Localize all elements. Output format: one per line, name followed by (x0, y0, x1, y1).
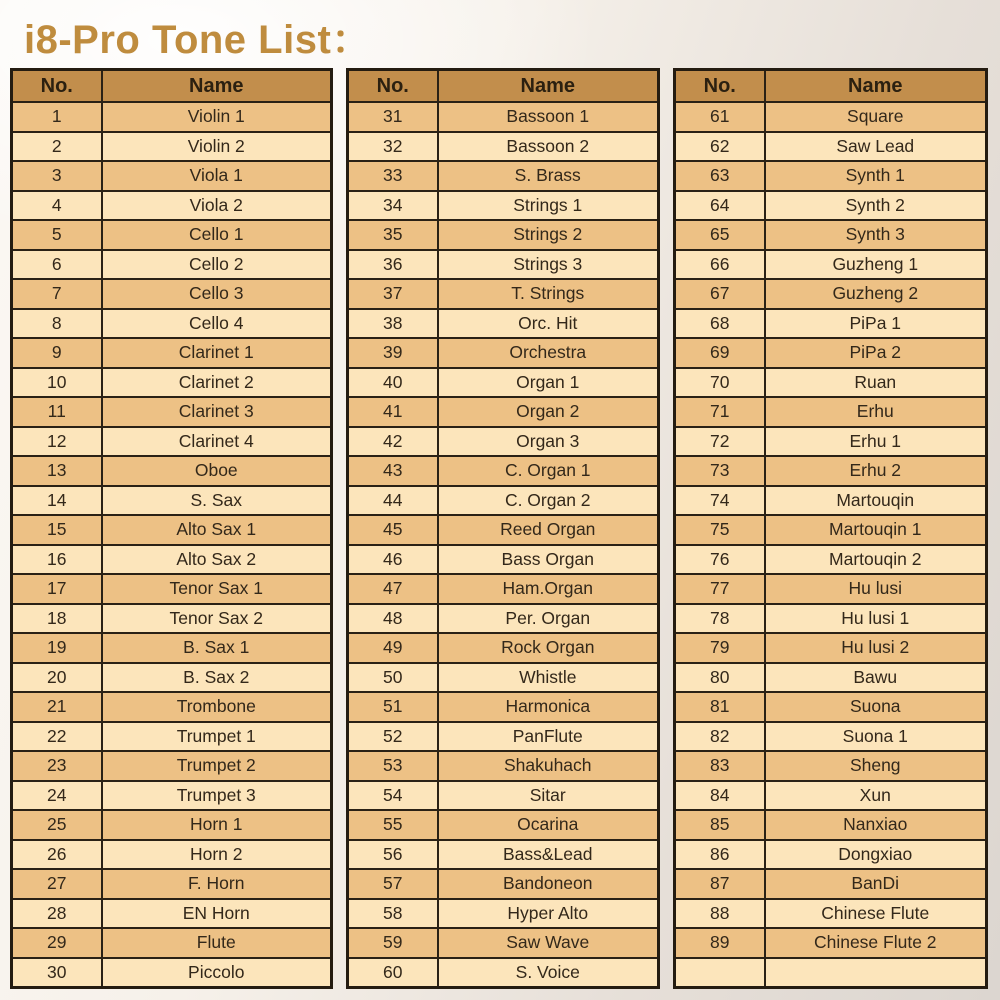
tone-name-cell: Clarinet 3 (102, 397, 332, 427)
table-row (348, 810, 659, 840)
tone-number-cell: 47 (348, 574, 438, 604)
table-row (348, 250, 659, 280)
table-row (675, 427, 987, 457)
tone-number-cell: 32 (348, 132, 438, 162)
tone-name-cell: Clarinet 1 (102, 338, 332, 368)
tone-name-cell: Martouqin 2 (765, 545, 987, 575)
tone-name-cell: Trombone (102, 692, 332, 722)
tone-number-cell: 52 (348, 722, 438, 752)
tone-number-cell: 17 (12, 574, 102, 604)
tone-number-cell: 73 (675, 456, 765, 486)
tone-name-cell: Hu lusi (765, 574, 987, 604)
table-row (348, 397, 659, 427)
tone-name-cell: Trumpet 3 (102, 781, 332, 811)
tone-number-cell: 26 (12, 840, 102, 870)
tone-name-cell: Violin 1 (102, 102, 332, 132)
table-row (348, 279, 659, 309)
tone-name-cell: Bawu (765, 663, 987, 693)
tone-name-cell: Hu lusi 2 (765, 633, 987, 663)
tone-number-cell: 42 (348, 427, 438, 457)
table-row (675, 840, 987, 870)
tone-number-cell: 34 (348, 191, 438, 221)
tone-name-cell: Nanxiao (765, 810, 987, 840)
table-row (12, 486, 332, 516)
tone-number-cell: 14 (12, 486, 102, 516)
tone-number-cell: 67 (675, 279, 765, 309)
table-row (12, 722, 332, 752)
tone-name-cell: Cello 1 (102, 220, 332, 250)
tone-number-cell: 44 (348, 486, 438, 516)
table-row (675, 132, 987, 162)
tone-name-cell: Horn 2 (102, 840, 332, 870)
tone-number-cell: 40 (348, 368, 438, 398)
tone-name-cell: Cello 4 (102, 309, 332, 339)
tone-name-cell: B. Sax 1 (102, 633, 332, 663)
tone-name-cell: Xun (765, 781, 987, 811)
header-row (12, 70, 332, 103)
table-row (12, 279, 332, 309)
tone-name-cell: Rock Organ (438, 633, 659, 663)
table-row (675, 928, 987, 958)
tone-number-cell: 22 (12, 722, 102, 752)
table-row (675, 515, 987, 545)
tone-name-cell (765, 958, 987, 988)
tone-number-cell: 86 (675, 840, 765, 870)
tone-name-cell: Strings 1 (438, 191, 659, 221)
tone-number-cell: 37 (348, 279, 438, 309)
table-row (675, 456, 987, 486)
tone-number-cell: 68 (675, 309, 765, 339)
tone-number-cell: 84 (675, 781, 765, 811)
tone-name-cell: Bass Organ (438, 545, 659, 575)
tone-name-cell: Hyper Alto (438, 899, 659, 929)
table-row (12, 840, 332, 870)
table-row (675, 663, 987, 693)
column-header-name: Name (102, 70, 332, 103)
table-row (348, 781, 659, 811)
table-row (348, 899, 659, 929)
table-row (348, 515, 659, 545)
table-row (348, 368, 659, 398)
tone-number-cell: 75 (675, 515, 765, 545)
tone-name-cell: Organ 1 (438, 368, 659, 398)
tone-table-3 (673, 68, 988, 989)
tone-name-cell: Bassoon 1 (438, 102, 659, 132)
tone-name-cell: Orchestra (438, 338, 659, 368)
tone-name-cell: Erhu 1 (765, 427, 987, 457)
table-row (348, 692, 659, 722)
tone-number-cell: 71 (675, 397, 765, 427)
tone-name-cell: Flute (102, 928, 332, 958)
tone-name-cell: Saw Wave (438, 928, 659, 958)
column-header-no: No. (348, 70, 438, 103)
tone-name-cell: Alto Sax 1 (102, 515, 332, 545)
tone-number-cell: 13 (12, 456, 102, 486)
table-row (675, 633, 987, 663)
table-row (348, 309, 659, 339)
table-row (348, 338, 659, 368)
tone-name-cell: Sitar (438, 781, 659, 811)
tone-number-cell: 62 (675, 132, 765, 162)
tone-number-cell: 28 (12, 899, 102, 929)
tone-number-cell: 4 (12, 191, 102, 221)
tone-name-cell: Cello 2 (102, 250, 332, 280)
table-row (12, 663, 332, 693)
table-row (675, 338, 987, 368)
tone-name-cell: Hu lusi 1 (765, 604, 987, 634)
tone-number-cell: 85 (675, 810, 765, 840)
tone-name-cell: Ruan (765, 368, 987, 398)
table-row (12, 545, 332, 575)
tone-name-cell: Oboe (102, 456, 332, 486)
table-row (675, 545, 987, 575)
tone-number-cell: 74 (675, 486, 765, 516)
table-row (12, 928, 332, 958)
tone-name-cell: Ham.Organ (438, 574, 659, 604)
tone-number-cell: 65 (675, 220, 765, 250)
table-row (675, 250, 987, 280)
tone-name-cell: F. Horn (102, 869, 332, 899)
table-row (675, 368, 987, 398)
table-row (348, 928, 659, 958)
table-row (675, 751, 987, 781)
tone-name-cell: Reed Organ (438, 515, 659, 545)
tone-name-cell: Tenor Sax 1 (102, 574, 332, 604)
tone-number-cell: 2 (12, 132, 102, 162)
table-row (675, 899, 987, 929)
tone-number-cell: 79 (675, 633, 765, 663)
tone-name-cell: EN Horn (102, 899, 332, 929)
tone-number-cell: 29 (12, 928, 102, 958)
column-header-no: No. (12, 70, 102, 103)
tone-name-cell: Synth 1 (765, 161, 987, 191)
table-row (675, 279, 987, 309)
tone-name-cell: T. Strings (438, 279, 659, 309)
tone-number-cell: 10 (12, 368, 102, 398)
tone-number-cell: 39 (348, 338, 438, 368)
tone-name-cell: S. Voice (438, 958, 659, 988)
table-row (12, 810, 332, 840)
tone-number-cell: 59 (348, 928, 438, 958)
table-row (12, 338, 332, 368)
tone-number-cell: 46 (348, 545, 438, 575)
table-row (12, 427, 332, 457)
tone-number-cell: 88 (675, 899, 765, 929)
tone-number-cell: 38 (348, 309, 438, 339)
table-row (675, 220, 987, 250)
table-row (12, 869, 332, 899)
table-row (12, 456, 332, 486)
tone-number-cell: 12 (12, 427, 102, 457)
tone-name-cell: Bass&Lead (438, 840, 659, 870)
tone-number-cell: 70 (675, 368, 765, 398)
tone-number-cell: 66 (675, 250, 765, 280)
tone-name-cell: PanFlute (438, 722, 659, 752)
table-row (675, 958, 987, 988)
tone-number-cell: 64 (675, 191, 765, 221)
tone-name-cell: Piccolo (102, 958, 332, 988)
tone-number-cell: 35 (348, 220, 438, 250)
tone-number-cell: 9 (12, 338, 102, 368)
table-row (12, 692, 332, 722)
table-row (348, 427, 659, 457)
table-row (12, 515, 332, 545)
table-row (348, 161, 659, 191)
tone-number-cell: 76 (675, 545, 765, 575)
tone-name-cell: Chinese Flute (765, 899, 987, 929)
table-row (348, 633, 659, 663)
tone-number-cell: 19 (12, 633, 102, 663)
table-row (348, 869, 659, 899)
tone-number-cell: 33 (348, 161, 438, 191)
table-row (675, 397, 987, 427)
column-header-name: Name (438, 70, 659, 103)
tone-name-cell: Ocarina (438, 810, 659, 840)
table-row (12, 899, 332, 929)
header-row (348, 70, 659, 103)
tone-number-cell: 1 (12, 102, 102, 132)
tone-name-cell: Strings 2 (438, 220, 659, 250)
table-row (348, 722, 659, 752)
tone-number-cell: 8 (12, 309, 102, 339)
tone-name-cell: Organ 2 (438, 397, 659, 427)
tone-number-cell: 3 (12, 161, 102, 191)
table-row (12, 368, 332, 398)
table-row (12, 191, 332, 221)
table-row (348, 840, 659, 870)
table-row (675, 781, 987, 811)
tone-number-cell: 49 (348, 633, 438, 663)
tone-number-cell: 24 (12, 781, 102, 811)
table-row (675, 309, 987, 339)
tone-number-cell: 58 (348, 899, 438, 929)
tone-name-cell: Strings 3 (438, 250, 659, 280)
tone-number-cell: 77 (675, 574, 765, 604)
table-row (348, 220, 659, 250)
tone-number-cell: 60 (348, 958, 438, 988)
table-row (12, 781, 332, 811)
tone-name-cell: Guzheng 2 (765, 279, 987, 309)
table-row (12, 397, 332, 427)
table-row (348, 574, 659, 604)
tone-name-cell: C. Organ 1 (438, 456, 659, 486)
table-row (12, 132, 332, 162)
table-row (348, 545, 659, 575)
tone-number-cell: 72 (675, 427, 765, 457)
table-row (348, 191, 659, 221)
table-row (675, 604, 987, 634)
table-row (12, 633, 332, 663)
tone-number-cell: 18 (12, 604, 102, 634)
tone-name-cell: Horn 1 (102, 810, 332, 840)
table-row (675, 191, 987, 221)
tone-number-cell: 69 (675, 338, 765, 368)
tone-number-cell: 25 (12, 810, 102, 840)
tone-name-cell: S. Brass (438, 161, 659, 191)
tone-number-cell: 6 (12, 250, 102, 280)
tone-tables-container (10, 68, 988, 989)
table-row (348, 132, 659, 162)
tone-number-cell: 23 (12, 751, 102, 781)
tone-number-cell: 61 (675, 102, 765, 132)
table-row (348, 604, 659, 634)
tone-number-cell: 7 (12, 279, 102, 309)
tone-number-cell: 15 (12, 515, 102, 545)
table-row (675, 102, 987, 132)
tone-name-cell: Viola 1 (102, 161, 332, 191)
tone-name-cell: BanDi (765, 869, 987, 899)
tone-number-cell: 83 (675, 751, 765, 781)
tone-name-cell: Per. Organ (438, 604, 659, 634)
tone-name-cell: Suona 1 (765, 722, 987, 752)
tone-name-cell: S. Sax (102, 486, 332, 516)
tone-number-cell: 16 (12, 545, 102, 575)
tone-name-cell: Square (765, 102, 987, 132)
table-row (12, 604, 332, 634)
tone-name-cell: Sheng (765, 751, 987, 781)
table-row (675, 692, 987, 722)
tone-number-cell: 31 (348, 102, 438, 132)
table-row (348, 456, 659, 486)
tone-number-cell: 89 (675, 928, 765, 958)
tone-name-cell: Clarinet 4 (102, 427, 332, 457)
tone-number-cell (675, 958, 765, 988)
tone-number-cell: 50 (348, 663, 438, 693)
tone-name-cell: Trumpet 1 (102, 722, 332, 752)
tone-number-cell: 51 (348, 692, 438, 722)
tone-name-cell: Dongxiao (765, 840, 987, 870)
tone-number-cell: 20 (12, 663, 102, 693)
table-row (675, 574, 987, 604)
tone-table-1 (10, 68, 333, 989)
tone-number-cell: 30 (12, 958, 102, 988)
tone-number-cell: 80 (675, 663, 765, 693)
table-row (675, 161, 987, 191)
tone-name-cell: Clarinet 2 (102, 368, 332, 398)
tone-number-cell: 41 (348, 397, 438, 427)
table-row (348, 486, 659, 516)
table-row (12, 161, 332, 191)
tone-name-cell: Erhu (765, 397, 987, 427)
tone-name-cell: Alto Sax 2 (102, 545, 332, 575)
table-row (12, 574, 332, 604)
tone-name-cell: Martouqin (765, 486, 987, 516)
table-row (12, 250, 332, 280)
tone-name-cell: Bassoon 2 (438, 132, 659, 162)
page-title: i8-Pro Tone List： (24, 18, 372, 62)
column-header-no: No. (675, 70, 765, 103)
tone-name-cell: PiPa 2 (765, 338, 987, 368)
table-row (675, 869, 987, 899)
tone-name-cell: Organ 3 (438, 427, 659, 457)
table-row (12, 220, 332, 250)
tone-name-cell: B. Sax 2 (102, 663, 332, 693)
tone-number-cell: 87 (675, 869, 765, 899)
table-row (12, 751, 332, 781)
tone-number-cell: 27 (12, 869, 102, 899)
tone-name-cell: Tenor Sax 2 (102, 604, 332, 634)
tone-name-cell: Saw Lead (765, 132, 987, 162)
table-row (348, 958, 659, 988)
table-row (12, 102, 332, 132)
tone-name-cell: Cello 3 (102, 279, 332, 309)
header-row (675, 70, 987, 103)
tone-name-cell: Guzheng 1 (765, 250, 987, 280)
tone-name-cell: Violin 2 (102, 132, 332, 162)
tone-number-cell: 63 (675, 161, 765, 191)
tone-name-cell: Synth 2 (765, 191, 987, 221)
tone-number-cell: 57 (348, 869, 438, 899)
tone-name-cell: PiPa 1 (765, 309, 987, 339)
tone-name-cell: C. Organ 2 (438, 486, 659, 516)
tone-number-cell: 36 (348, 250, 438, 280)
table-row (675, 810, 987, 840)
tone-name-cell: Trumpet 2 (102, 751, 332, 781)
tone-number-cell: 48 (348, 604, 438, 634)
tone-number-cell: 21 (12, 692, 102, 722)
tone-number-cell: 54 (348, 781, 438, 811)
tone-name-cell: Martouqin 1 (765, 515, 987, 545)
tone-number-cell: 11 (12, 397, 102, 427)
tone-number-cell: 45 (348, 515, 438, 545)
tone-number-cell: 78 (675, 604, 765, 634)
table-row (348, 663, 659, 693)
tone-name-cell: Harmonica (438, 692, 659, 722)
tone-name-cell: Orc. Hit (438, 309, 659, 339)
tone-number-cell: 81 (675, 692, 765, 722)
table-row (12, 958, 332, 988)
tone-name-cell: Suona (765, 692, 987, 722)
tone-number-cell: 53 (348, 751, 438, 781)
tone-name-cell: Shakuhach (438, 751, 659, 781)
tone-number-cell: 56 (348, 840, 438, 870)
table-row (12, 309, 332, 339)
tone-number-cell: 5 (12, 220, 102, 250)
table-row (675, 486, 987, 516)
tone-name-cell: Erhu 2 (765, 456, 987, 486)
tone-name-cell: Bandoneon (438, 869, 659, 899)
tone-name-cell: Whistle (438, 663, 659, 693)
table-row (675, 722, 987, 752)
tone-number-cell: 82 (675, 722, 765, 752)
tone-number-cell: 43 (348, 456, 438, 486)
tone-number-cell: 55 (348, 810, 438, 840)
tone-table-2 (346, 68, 660, 989)
tone-name-cell: Synth 3 (765, 220, 987, 250)
tone-name-cell: Viola 2 (102, 191, 332, 221)
table-row (348, 102, 659, 132)
table-row (348, 751, 659, 781)
tone-name-cell: Chinese Flute 2 (765, 928, 987, 958)
column-header-name: Name (765, 70, 987, 103)
